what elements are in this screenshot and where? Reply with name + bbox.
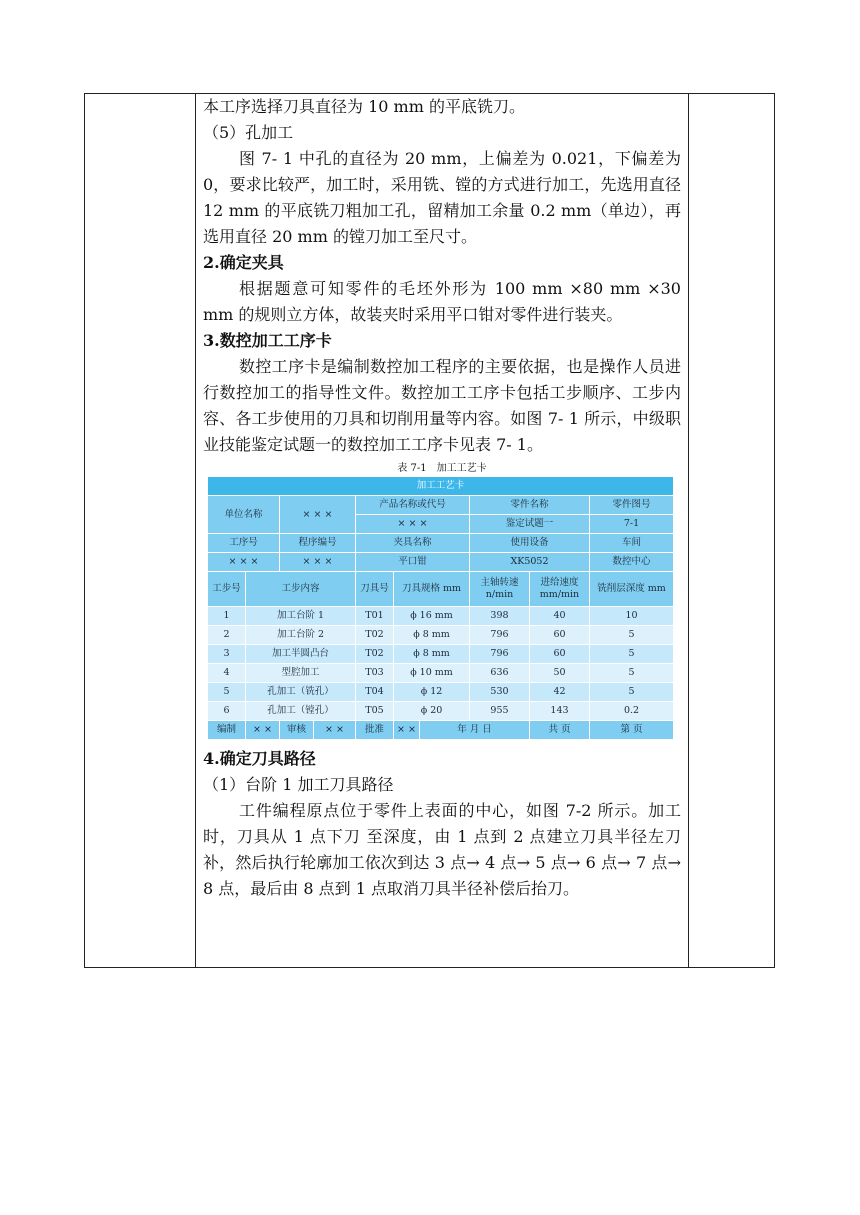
cell-speed: 530 bbox=[470, 683, 530, 702]
cell-content: 孔加工（铣孔） bbox=[246, 683, 356, 702]
review-value: × × bbox=[314, 721, 356, 740]
paragraph-hole-machining: 图 7- 1 中孔的直径为 20 mm，上偏差为 0.021，下偏差为 0，要求比较严，加工时，采用铣、镗的方式进行加工，先选用直径 12 mm 的平底铣刀粗加工孔，留精加工余量 0.2 mm（单边），再选用直径 20 mm 的镗刀加工至尺寸。 bbox=[203, 149, 681, 246]
cell-speed: 398 bbox=[470, 607, 530, 626]
cell-feed: 40 bbox=[530, 607, 590, 626]
drawing-label: 零件图号 bbox=[590, 496, 674, 515]
total-pages: 共 页 bbox=[530, 721, 590, 740]
paragraph-process-card: 数控工序卡是编制数控加工程序的主要依据，也是操作人员进行数控加工的指导性文件。数控加工工序卡包括工步顺序、工步内容、各工步使用的刀具和切削用量等内容。如图 7- 1 所示，中级职业技能鉴定试题一的数控加工工序卡见表 7- 1。 bbox=[203, 357, 681, 454]
date-field: 年 月 日 bbox=[420, 721, 530, 740]
col-spec-header: 刀具规格 mm bbox=[394, 572, 470, 607]
process-card-table bbox=[207, 476, 674, 740]
cell-content: 孔加工（镗孔） bbox=[246, 702, 356, 721]
page-frame bbox=[84, 93, 775, 968]
cell-step: 2 bbox=[208, 626, 246, 645]
cell-speed: 796 bbox=[470, 645, 530, 664]
cell-content: 型腔加工 bbox=[246, 664, 356, 683]
cell-tool: T04 bbox=[356, 683, 394, 702]
page-number: 第 页 bbox=[590, 721, 674, 740]
cell-depth: 10 bbox=[590, 607, 674, 626]
cell-feed: 50 bbox=[530, 664, 590, 683]
table-caption: 表 7-1 加工工艺卡 bbox=[397, 463, 487, 474]
paragraph-tool-path: 工件编程原点位于零件上表面的中心，如图 7-2 所示。加工时，刀具从 1 点下刀 至深度，由 1 点到 2 点建立刀具半径左刀补，然后执行轮廓加工依次到达 3 点→ 4 点→ 5 点→ 6 点→ 7 点→ 8 点，最后由 8 点到 1 点取消刀具半径补偿后抬刀。 bbox=[203, 801, 681, 898]
table-row bbox=[208, 664, 674, 683]
cell-spec: ϕ 16 mm bbox=[394, 607, 470, 626]
process-no-value: × × × bbox=[208, 553, 280, 572]
cell-feed: 42 bbox=[530, 683, 590, 702]
col-content-header: 工步内容 bbox=[246, 572, 356, 607]
right-column-divider bbox=[688, 94, 689, 967]
cell-depth: 5 bbox=[590, 683, 674, 702]
cell-tool: T03 bbox=[356, 664, 394, 683]
drawing-value: 7-1 bbox=[590, 515, 674, 534]
cell-content: 加工台阶 2 bbox=[246, 626, 356, 645]
col-speed-header: 主轴转速 n/min bbox=[470, 572, 530, 607]
equipment-label: 使用设备 bbox=[470, 534, 590, 553]
edit-value: × × bbox=[246, 721, 280, 740]
cell-speed: 796 bbox=[470, 626, 530, 645]
cell-feed: 60 bbox=[530, 626, 590, 645]
cell-spec: ϕ 10 mm bbox=[394, 664, 470, 683]
cell-feed: 143 bbox=[530, 702, 590, 721]
review-label: 审核 bbox=[280, 721, 314, 740]
paragraph-fixture: 根据题意可知零件的毛坯外形为 100 mm ×80 mm ×30 mm 的规则立方体，故装夹时采用平口钳对零件进行装夹。 bbox=[203, 279, 681, 324]
cell-depth: 5 bbox=[590, 664, 674, 683]
heading-process-card: 3.数控加工工序卡 bbox=[203, 331, 332, 350]
table-row bbox=[208, 626, 674, 645]
part-label: 零件名称 bbox=[470, 496, 590, 515]
heading-tool-path: 4.确定刀具路径 bbox=[203, 749, 316, 768]
table-row bbox=[208, 683, 674, 702]
approve-value: × × bbox=[394, 721, 420, 740]
edit-label: 编制 bbox=[208, 721, 246, 740]
cell-step: 3 bbox=[208, 645, 246, 664]
cell-content: 加工台阶 1 bbox=[246, 607, 356, 626]
cell-feed: 60 bbox=[530, 645, 590, 664]
cell-spec: ϕ 8 mm bbox=[394, 645, 470, 664]
table-row bbox=[208, 645, 674, 664]
fixture-label: 夹具名称 bbox=[356, 534, 470, 553]
cell-content: 加工半圆凸台 bbox=[246, 645, 356, 664]
part-value: 鉴定试题一 bbox=[470, 515, 590, 534]
paragraph-tool-choice: 本工序选择刀具直径为 10 mm 的平底铣刀。 bbox=[203, 97, 525, 116]
cell-tool: T05 bbox=[356, 702, 394, 721]
table-title: 加工工艺卡 bbox=[208, 477, 674, 496]
workshop-label: 车间 bbox=[590, 534, 674, 553]
approve-label: 批准 bbox=[356, 721, 394, 740]
unit-label: 单位名称 bbox=[208, 496, 280, 534]
process-no-label: 工序号 bbox=[208, 534, 280, 553]
cell-depth: 0.2 bbox=[590, 702, 674, 721]
cell-depth: 5 bbox=[590, 626, 674, 645]
table-row bbox=[208, 702, 674, 721]
col-step-header: 工步号 bbox=[208, 572, 246, 607]
workshop-value: 数控中心 bbox=[590, 553, 674, 572]
fixture-value: 平口钳 bbox=[356, 553, 470, 572]
col-depth-header: 铣削层深度 mm bbox=[590, 572, 674, 607]
cell-step: 4 bbox=[208, 664, 246, 683]
left-column-divider bbox=[195, 94, 196, 967]
cell-step: 5 bbox=[208, 683, 246, 702]
table-row bbox=[208, 607, 674, 626]
cell-spec: ϕ 12 bbox=[394, 683, 470, 702]
subheading-hole-machining: （5）孔加工 bbox=[203, 123, 294, 142]
main-content bbox=[203, 94, 681, 902]
cell-step: 1 bbox=[208, 607, 246, 626]
unit-value: × × × bbox=[280, 496, 356, 534]
cell-speed: 955 bbox=[470, 702, 530, 721]
equipment-value: XK5052 bbox=[470, 553, 590, 572]
cell-speed: 636 bbox=[470, 664, 530, 683]
col-feed-header: 进给速度 mm/min bbox=[530, 572, 590, 607]
product-label: 产品名称或代号 bbox=[356, 496, 470, 515]
cell-tool: T02 bbox=[356, 645, 394, 664]
cell-spec: ϕ 8 mm bbox=[394, 626, 470, 645]
col-tool-header: 刀具号 bbox=[356, 572, 394, 607]
product-value: × × × bbox=[356, 515, 470, 534]
cell-depth: 5 bbox=[590, 645, 674, 664]
cell-tool: T01 bbox=[356, 607, 394, 626]
program-no-label: 程序编号 bbox=[280, 534, 356, 553]
heading-fixture: 2.确定夹具 bbox=[203, 253, 284, 272]
cell-spec: ϕ 20 bbox=[394, 702, 470, 721]
program-no-value: × × × bbox=[280, 553, 356, 572]
subheading-step1-path: （1）台阶 1 加工刀具路径 bbox=[203, 775, 394, 794]
cell-tool: T02 bbox=[356, 626, 394, 645]
cell-step: 6 bbox=[208, 702, 246, 721]
